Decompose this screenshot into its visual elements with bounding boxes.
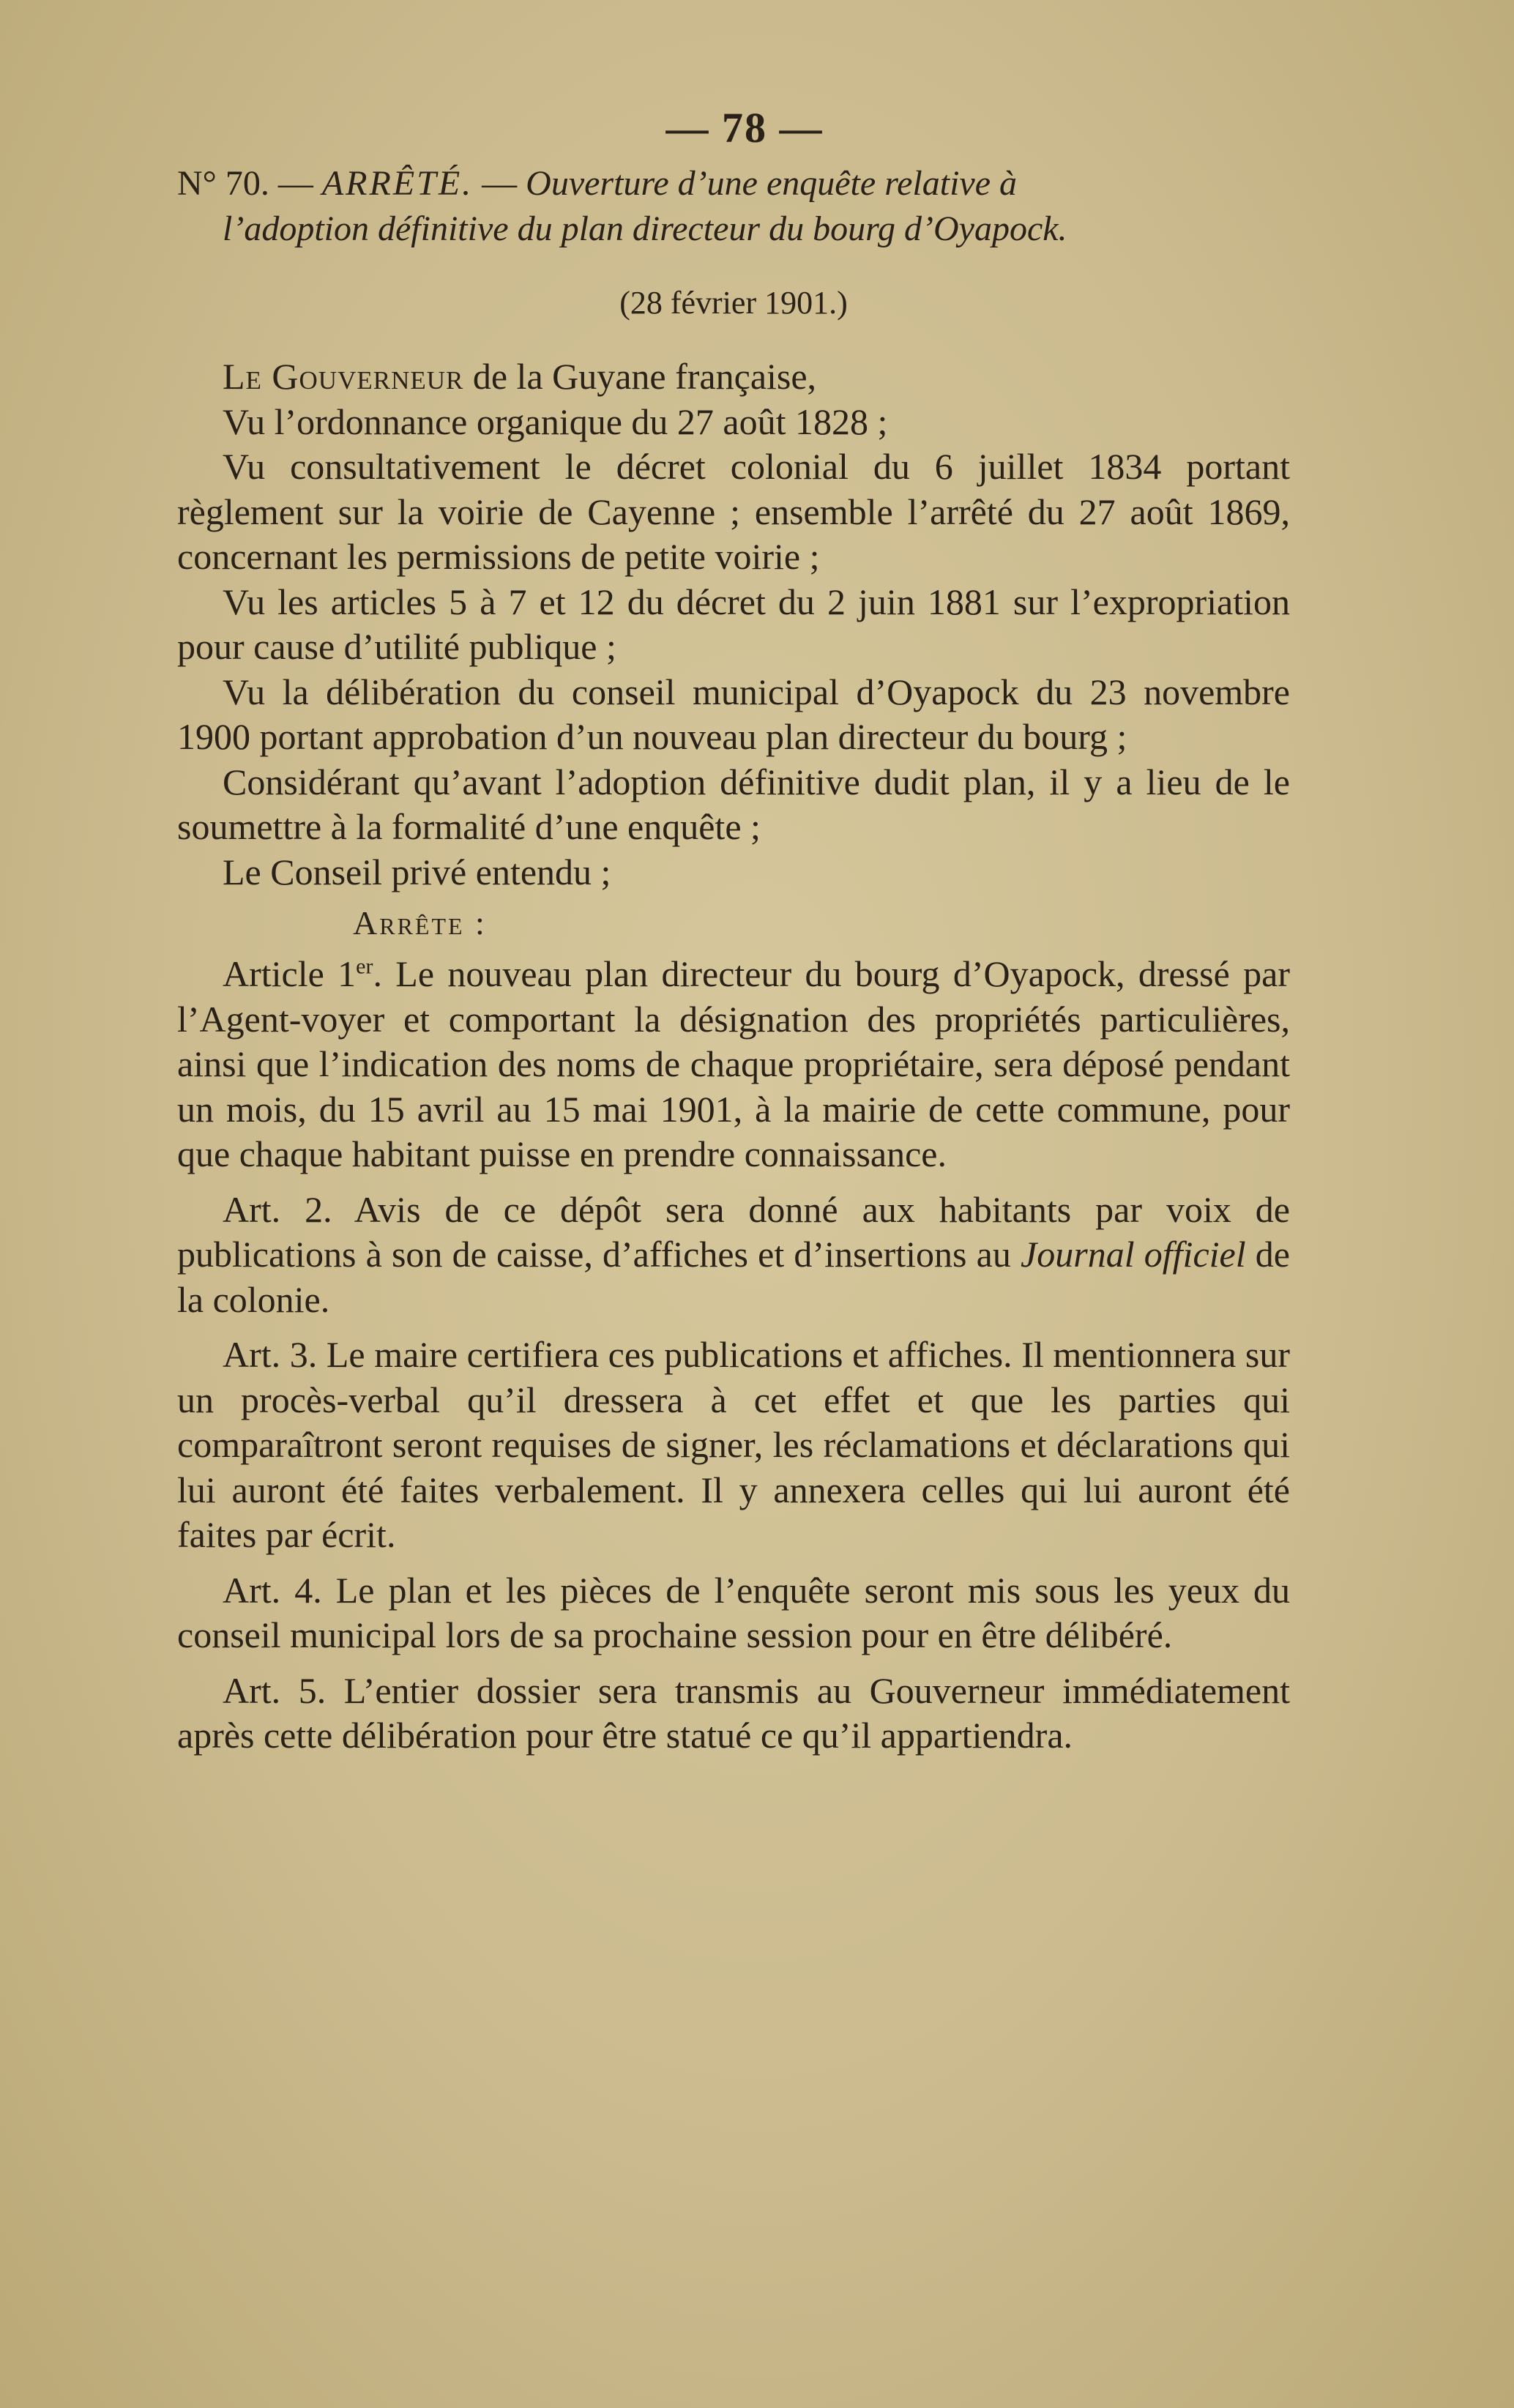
vu-articles: Vu les articles 5 à 7 et 12 du décret du 2 juin 1881 sur l’expropriation pour cause d’utilité publique ; <box>177 581 1290 667</box>
decree-subject-line1: Ouverture d’une enquête relative à <box>526 164 1018 203</box>
text-block <box>177 95 1290 1759</box>
journal-officiel: Journal officiel <box>1021 1234 1246 1275</box>
article-2-text: Art. 2. Avis de ce dépôt sera donné aux habitants par voix de publications à son de caisse, d’affiches et d’insertions au <box>177 1188 1290 1275</box>
decree-date: (28 février 1901.) <box>619 285 848 321</box>
article-2 <box>177 1188 1290 1323</box>
decree-subject-line2: l’adoption définitive du plan directeur du bourg d’Oyapock. <box>223 209 1067 248</box>
decree-number: N° 70. <box>177 164 269 203</box>
article-5: Art. 5. L’entier dossier sera transmis au Gouverneur immédiatement après cette délibération pour être statué ce qu’il appartiendra. <box>177 1669 1290 1756</box>
article-3: Art. 3. Le maire certifiera ces publications et affiches. Il mentionnera sur un procès-verbal qu’il dressera à cet effet et que les parties qui comparaîtront seront requises de signer, les réclamations et déclarations qui lui auront été faites verbalement. Il y annexera celles qui lui auront été faites par écrit. <box>177 1334 1290 1555</box>
article-1 <box>177 952 1290 1177</box>
article-1-sup: er <box>356 954 373 979</box>
conseil-prive: Le Conseil privé entendu ; <box>223 851 611 892</box>
page-number: — 78 — <box>665 104 824 152</box>
heading-dash: — <box>277 164 313 203</box>
article-1-text: . Le nouveau plan directeur du bourg d’Oyapock, dressé par l’Agent-voyer et comportant la désignation des propriétés particulières, ainsi que l’indication des noms de chaque propriétaire, sera déposé pendant un mois, du 15 avril au 15 mai 1901, à la mairie de cette commune, pour que chaque habitant puisse en prendre connaissance. <box>177 953 1290 1174</box>
vu-deliberation: Vu la délibération du conseil municipal d’Oyapock du 23 novembre 1900 portant approbation d’un nouveau plan directeur du bourg ; <box>177 671 1290 757</box>
governor-rest: de la Guyane française, <box>463 356 817 397</box>
decree-heading <box>177 161 1290 252</box>
article-2-end: de la colonie. <box>177 1234 1290 1320</box>
article-4: Art. 4. Le plan et les pièces de l’enquête seront mis sous les yeux du conseil municipal lors de sa prochaine session pour en être délibéré. <box>177 1569 1290 1655</box>
considerant: Considérant qu’avant l’adoption définitive dudit plan, il y a lieu de le soumettre à la formalité d’une enquête ; <box>177 761 1290 847</box>
decree-type: ARRÊTÉ. <box>321 164 474 203</box>
vu-ordonnance: Vu l’ordonnance organique du 27 août 1828 ; <box>223 400 888 442</box>
heading-dash: — <box>482 164 518 203</box>
article-1-prefix: Article 1 <box>223 953 357 994</box>
vu-decret-colonial: Vu consultativement le décret colonial du 6 juillet 1834 portant règlement sur la voirie de Cayenne ; ensemble l’arrêté du 27 août 1869, concernant les permissions de petite voirie ; <box>177 446 1290 577</box>
arrete-label: Arrête : <box>353 904 487 942</box>
governor-line <box>177 354 1290 400</box>
governor-caps: Le Gouverneur <box>223 356 464 397</box>
